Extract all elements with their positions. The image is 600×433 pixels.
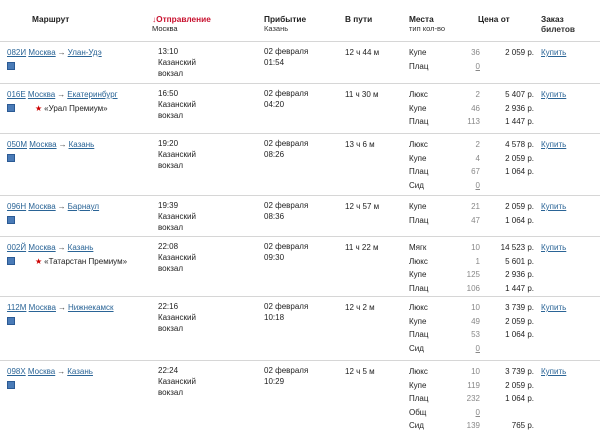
table-row [0, 41, 600, 84]
seat-type: Сид [409, 421, 424, 430]
col-departure-sub: Москва [152, 24, 178, 33]
seat-count: 2 [475, 140, 480, 149]
departure-station: вокзал [158, 69, 183, 78]
arrival-date: 02 февраля [264, 139, 309, 148]
seat-type: Плац [409, 283, 429, 293]
travel-duration: 13 ч 6 м [345, 140, 375, 149]
departure-station: вокзал [158, 161, 183, 170]
price-value: 2 059 р. [505, 153, 534, 163]
arrival-cell [264, 200, 308, 222]
departure-time: 22:08 [158, 242, 179, 251]
arrow-right-icon: → [57, 90, 66, 99]
departure-cell [158, 88, 196, 121]
seat-count[interactable]: 0 [475, 180, 480, 190]
price-value: 4 578 р. [505, 140, 534, 149]
route-cell [7, 88, 152, 115]
seat-count: 232 [466, 394, 480, 403]
departure-station: вокзал [158, 111, 183, 120]
from-station-link[interactable]: Москва [28, 202, 56, 211]
col-order-line2: билетов [541, 24, 576, 34]
price-cell [470, 46, 534, 73]
departure-station: Казанский [158, 313, 196, 322]
buy-ticket-link[interactable]: Купить [541, 48, 567, 57]
seat-count: 36 [471, 48, 480, 57]
to-station-link[interactable]: Казань [67, 243, 94, 252]
from-station-link[interactable]: Москва [28, 243, 56, 252]
train-number-link[interactable]: 016Е [7, 90, 26, 99]
seat-count: 119 [467, 380, 480, 390]
departure-station: вокзал [158, 388, 183, 397]
departure-cell [158, 301, 196, 334]
price-value: 2 936 р. [505, 103, 534, 113]
arrow-right-icon: → [57, 243, 66, 252]
price-value [470, 60, 534, 74]
price-value [470, 342, 534, 356]
buy-ticket-link[interactable]: Купить [541, 243, 567, 252]
seat-count[interactable]: 0 [475, 343, 480, 353]
arrival-date: 02 февраля [264, 366, 309, 375]
e-ticket-icon [7, 216, 15, 224]
star-icon: ★ [35, 256, 43, 266]
from-station-link[interactable]: Москва [27, 367, 56, 376]
departure-cell [158, 200, 196, 233]
seat-count: 10 [471, 367, 480, 376]
train-number-link[interactable]: 098Х [7, 367, 26, 376]
departure-cell [158, 241, 196, 274]
route-cell [7, 138, 152, 165]
route-cell [7, 200, 152, 227]
from-station-link[interactable]: Москва [28, 48, 56, 57]
price-value: 1 064 р. [505, 167, 534, 176]
seat-type: Общ [409, 407, 427, 417]
train-brand-name: «Урал Премиум» [44, 103, 108, 113]
seat-type: Люкс [409, 140, 428, 149]
col-seats-label: Места [409, 14, 434, 24]
table-row [0, 360, 600, 431]
arrival-date: 02 февраля [264, 89, 309, 98]
arrow-right-icon: → [57, 202, 66, 211]
arrival-cell [264, 138, 308, 160]
seat-type: Сид [409, 180, 424, 190]
seat-type: Купе [409, 48, 427, 57]
arrival-time: 08:36 [264, 212, 285, 221]
to-station-link[interactable]: Нижнекамск [67, 303, 114, 312]
buy-ticket-link[interactable]: Купить [541, 202, 567, 211]
price-value: 2 059 р. [505, 48, 534, 57]
seat-count[interactable]: 0 [475, 61, 480, 71]
arrow-right-icon: → [57, 303, 66, 312]
from-station-link[interactable]: Москва [28, 303, 56, 312]
e-ticket-icon [7, 104, 15, 112]
route-cell [7, 46, 152, 73]
price-cell [470, 200, 534, 227]
price-value: 5 407 р. [505, 90, 534, 99]
departure-station: Казанский [158, 253, 196, 262]
seat-type: Купе [409, 316, 427, 326]
arrival-cell [264, 365, 308, 387]
route-cell [7, 301, 152, 328]
seat-type: Купе [409, 103, 427, 113]
departure-station: Казанский [158, 212, 196, 221]
seat-count[interactable]: 0 [475, 407, 480, 417]
seat-count: 46 [471, 103, 480, 113]
price-cell [470, 301, 534, 355]
seat-type: Мягк [409, 243, 427, 252]
arrival-cell [264, 241, 308, 263]
seat-count: 1 [475, 256, 480, 266]
seat-type: Плац [409, 61, 429, 71]
seat-count: 125 [466, 270, 480, 279]
arrival-date: 02 февраля [264, 242, 309, 251]
price-value: 765 р. [511, 421, 534, 430]
col-travel[interactable]: В пути [345, 14, 373, 24]
col-arrival-sub: Казань [264, 24, 289, 33]
travel-duration: 12 ч 44 м [345, 48, 380, 57]
arrival-cell [264, 46, 308, 68]
seat-type: Купе [409, 380, 427, 390]
departure-time: 13:10 [158, 47, 179, 56]
seat-type: Купе [409, 202, 427, 211]
e-ticket-icon [7, 62, 15, 70]
departure-cell [158, 365, 196, 398]
col-departure-label: ↓Отправление [152, 14, 211, 24]
buy-ticket-link[interactable]: Купить [541, 90, 567, 99]
price-cell [470, 88, 534, 129]
price-value: 1 447 р. [505, 117, 534, 126]
arrival-time: 04:20 [264, 100, 285, 109]
col-order [541, 14, 575, 34]
e-ticket-icon [7, 257, 15, 265]
table-row [0, 83, 600, 134]
seat-count: 2 [475, 90, 480, 99]
price-value: 2 059 р. [505, 316, 534, 326]
table-row [0, 133, 600, 196]
seat-type: Плац [409, 215, 429, 225]
arrival-time: 01:54 [264, 58, 285, 67]
star-icon: ★ [35, 103, 43, 113]
seat-type: Люкс [409, 256, 428, 266]
seat-type: Сид [409, 343, 424, 353]
departure-station: Казанский [158, 100, 196, 109]
price-value: 5 601 р. [505, 256, 534, 266]
arrow-right-icon: → [57, 367, 66, 376]
seat-count: 139 [466, 421, 480, 430]
price-value: 1 064 р. [505, 215, 534, 225]
seat-type: Купе [409, 153, 427, 163]
seat-type: Плац [409, 394, 429, 403]
to-station-link[interactable]: Барнаул [67, 202, 100, 211]
seat-count: 67 [471, 167, 480, 176]
price-value: 14 523 р. [500, 243, 534, 252]
departure-time: 22:24 [158, 366, 179, 375]
departure-station: Казанский [158, 58, 196, 67]
col-departure[interactable] [152, 14, 211, 34]
price-value: 1 064 р. [505, 330, 534, 339]
to-station-link[interactable]: Екатеринбург [67, 90, 118, 99]
departure-time: 16:50 [158, 89, 179, 98]
e-ticket-icon [7, 317, 15, 325]
arrow-right-icon: → [57, 48, 66, 57]
departure-time: 19:20 [158, 139, 179, 148]
col-seats-sub: тип кол-во [409, 24, 446, 33]
arrival-cell [264, 301, 308, 323]
departure-station: вокзал [158, 223, 183, 232]
arrival-date: 02 февраля [264, 47, 309, 56]
from-station-link[interactable]: Москва [29, 140, 57, 149]
col-price[interactable]: Цена от [478, 14, 510, 24]
travel-duration: 11 ч 30 м [345, 90, 379, 99]
seat-type: Люкс [409, 367, 428, 376]
seat-type: Плац [409, 167, 429, 176]
price-value [470, 406, 534, 420]
price-cell [470, 138, 534, 192]
table-header [0, 0, 600, 41]
arrival-time: 10:29 [264, 377, 285, 386]
table-row [0, 236, 600, 297]
col-arrival-label: Прибытие [264, 14, 307, 24]
price-value: 2 059 р. [505, 202, 534, 211]
arrow-right-icon: → [58, 140, 67, 149]
col-seats[interactable] [409, 14, 445, 34]
seat-count: 49 [471, 316, 480, 326]
col-arrival[interactable] [264, 14, 306, 34]
train-number-link[interactable]: 096Н [7, 202, 27, 211]
arrival-date: 02 февраля [264, 201, 309, 210]
seat-type: Люкс [409, 90, 428, 99]
e-ticket-icon [7, 381, 15, 389]
seat-count: 113 [467, 117, 480, 126]
price-value: 1 447 р. [505, 283, 534, 293]
train-number-link[interactable]: 082И [7, 48, 27, 57]
table-row [0, 195, 600, 237]
departure-time: 19:39 [158, 201, 179, 210]
seat-count: 47 [471, 215, 480, 225]
col-route[interactable]: Маршрут [32, 14, 70, 24]
buy-ticket-link[interactable]: Купить [541, 367, 567, 376]
departure-time: 22:16 [158, 302, 179, 311]
to-station-link[interactable]: Казань [68, 140, 95, 149]
price-value: 1 064 р. [505, 394, 534, 403]
arrival-time: 10:18 [264, 313, 285, 322]
arrival-time: 08:26 [264, 150, 285, 159]
table-row [0, 296, 600, 361]
seat-count: 10 [471, 303, 480, 312]
route-cell [7, 241, 152, 268]
buy-ticket-link[interactable]: Купить [541, 303, 567, 312]
seat-count: 53 [471, 330, 480, 339]
price-value: 3 739 р. [505, 367, 534, 376]
departure-station: вокзал [158, 264, 183, 273]
departure-cell [158, 138, 196, 171]
price-value: 2 936 р. [505, 270, 534, 279]
arrival-date: 02 февраля [264, 302, 309, 311]
seat-count: 21 [471, 202, 480, 211]
travel-duration: 12 ч 2 м [345, 303, 375, 312]
from-station-link[interactable]: Москва [27, 90, 56, 99]
seat-type: Купе [409, 270, 427, 279]
departure-station: вокзал [158, 324, 183, 333]
departure-station: Казанский [158, 377, 196, 386]
seat-count: 106 [466, 283, 480, 293]
price-value: 2 059 р. [505, 380, 534, 390]
to-station-link[interactable]: Улан-Удэ [67, 48, 102, 57]
seat-type: Плац [409, 330, 429, 339]
col-order-line1: Заказ [541, 14, 564, 24]
buy-ticket-link[interactable]: Купить [541, 140, 567, 149]
seat-count: 4 [475, 153, 480, 163]
price-value: 3 739 р. [505, 303, 534, 312]
seat-type: Плац [409, 117, 429, 126]
arrival-time: 09:30 [264, 253, 285, 262]
departure-station: Казанский [158, 150, 196, 159]
travel-duration: 12 ч 5 м [345, 367, 375, 376]
price-cell [470, 241, 534, 295]
train-number-link[interactable]: 002Й [7, 243, 27, 252]
to-station-link[interactable]: Казань [67, 367, 93, 376]
travel-duration: 11 ч 22 м [345, 243, 379, 252]
e-ticket-icon [7, 154, 15, 162]
travel-duration: 12 ч 57 м [345, 202, 380, 211]
price-cell [470, 365, 534, 433]
seat-type: Люкс [409, 303, 428, 312]
train-number-link[interactable]: 112М [7, 303, 27, 312]
departure-cell [158, 46, 196, 79]
price-value [470, 179, 534, 193]
train-number-link[interactable]: 050М [7, 140, 28, 149]
arrival-cell [264, 88, 308, 110]
train-brand-name: «Татарстан Премиум» [44, 256, 128, 266]
route-cell [7, 365, 152, 392]
seat-count: 10 [471, 243, 480, 252]
